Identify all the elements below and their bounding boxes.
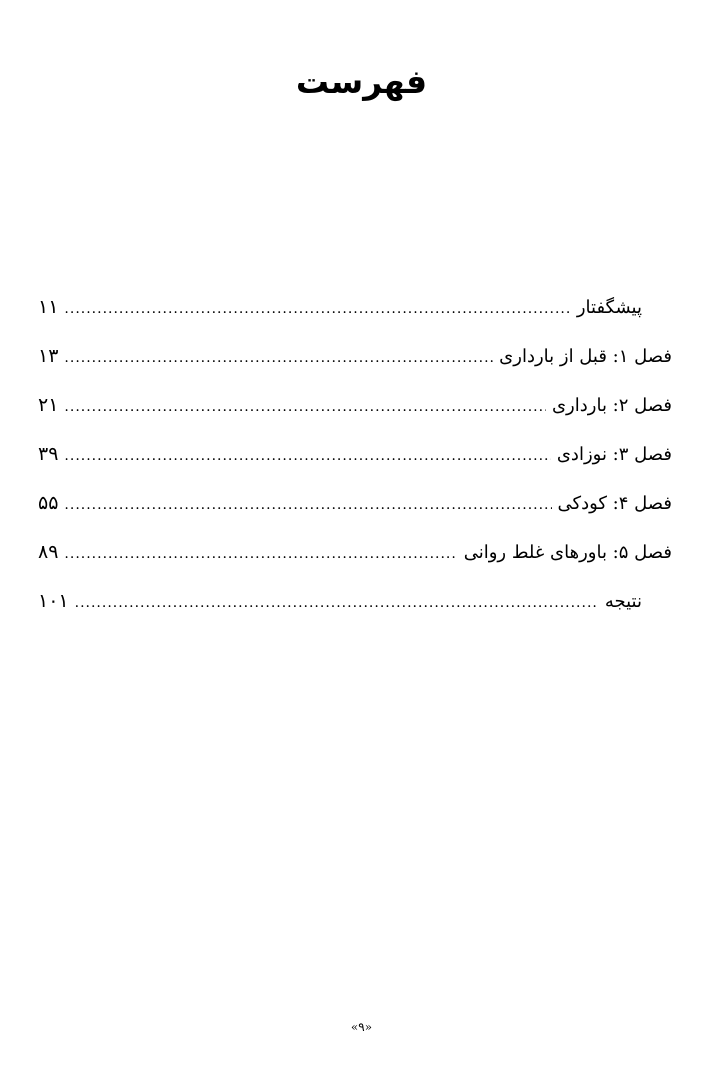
toc-entry-chapter-4[interactable] (38, 479, 672, 528)
toc-entry-conclusion[interactable] (38, 577, 672, 626)
toc-dot-leader (75, 579, 599, 628)
table-of-contents (38, 283, 672, 626)
toc-dot-leader (64, 530, 457, 579)
toc-entry-preface[interactable] (38, 283, 672, 332)
toc-entry-page: ۲۱ (38, 394, 59, 416)
toc-entry-title: نتیجه (604, 591, 642, 612)
toc-dot-leader (64, 481, 551, 530)
toc-entry-title: پیشگفتار (576, 297, 642, 318)
toc-entry-title: فصل ۴: کودکی (557, 493, 672, 514)
toc-entry-page: ۳۹ (38, 443, 59, 465)
toc-dot-leader (64, 383, 546, 432)
toc-entry-title: فصل ۱: قبل از بارداری (499, 346, 672, 367)
toc-entry-page: ۵۵ (38, 492, 59, 514)
page-title: فهرست (295, 62, 428, 101)
toc-entry-page: ۱۳ (38, 345, 59, 367)
toc-entry-title: فصل ۳: نوزادی (556, 444, 672, 465)
toc-dot-leader (64, 334, 493, 383)
toc-entry-chapter-2[interactable] (38, 381, 672, 430)
toc-entry-page: ۱۱ (38, 296, 59, 318)
toc-entry-page: ۸۹ (38, 541, 59, 563)
toc-entry-chapter-1[interactable] (38, 332, 672, 381)
toc-entry-title: فصل ۵: باورهای غلط روانی (463, 542, 672, 563)
toc-entry-page: ۱۰۱ (38, 590, 69, 612)
page-number: «۹» (350, 1020, 373, 1034)
toc-entry-title: فصل ۲: بارداری (551, 395, 672, 416)
toc-entry-chapter-5[interactable] (38, 528, 672, 577)
toc-dot-leader (64, 285, 570, 334)
toc-dot-leader (64, 432, 550, 481)
toc-entry-chapter-3[interactable] (38, 430, 672, 479)
